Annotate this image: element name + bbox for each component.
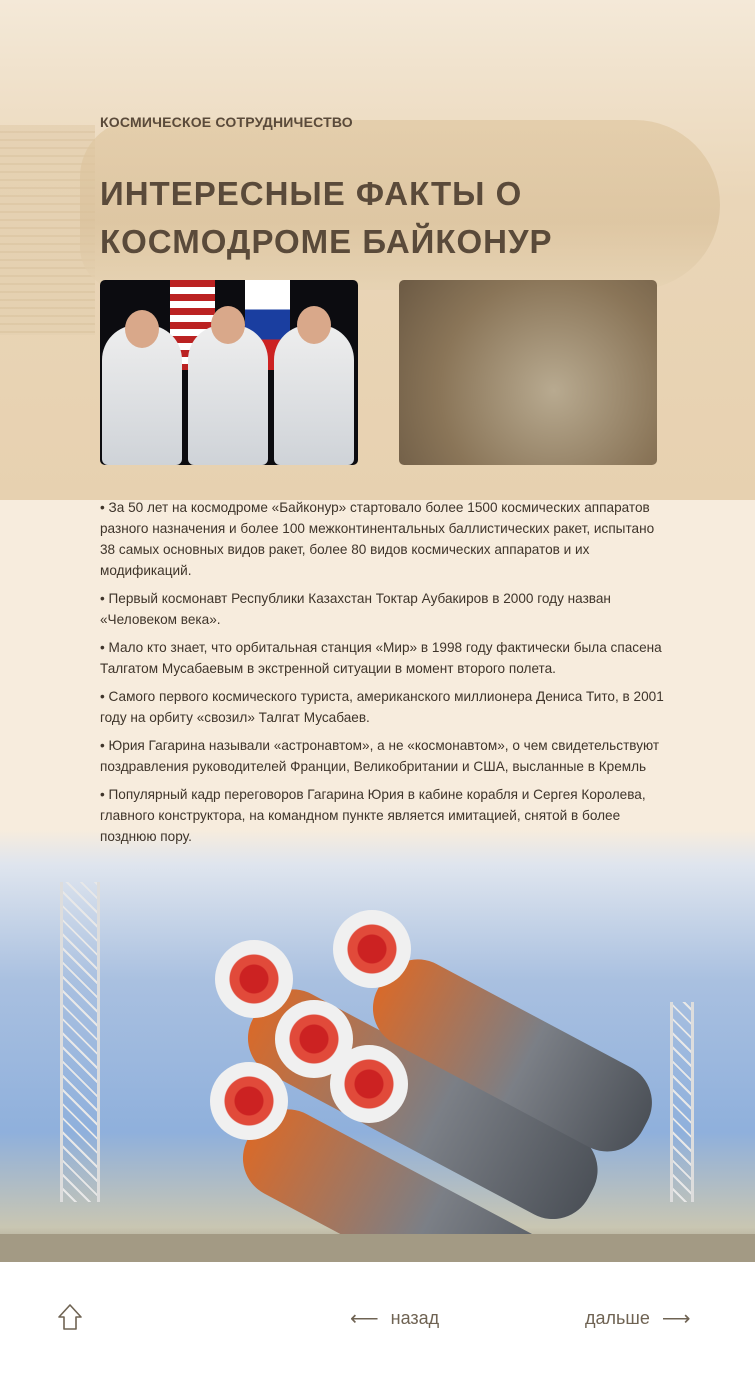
fact-item: • За 50 лет на космодроме «Байконур» стартовало более 1500 космических аппаратов разного назначения и более 100 межконтинентальных баллистических ракет, испытано 38 самых основных видов ракет, более 80 видов космических аппаратов и их модификаций. xyxy=(100,500,655,578)
section-kicker: КОСМИЧЕСКОЕ СОТРУДНИЧЕСТВО xyxy=(100,114,353,130)
back-button[interactable] xyxy=(350,1306,439,1331)
back-label: назад xyxy=(390,1308,440,1328)
title-line: ИНТЕРЕСНЫЕ ФАКТЫ О xyxy=(100,175,523,212)
arrow-right-icon: ⟶ xyxy=(661,1308,691,1330)
home-button[interactable] xyxy=(57,1303,83,1331)
cosmonaut-head xyxy=(211,306,245,344)
fact-item: • Юрия Гагарина называли «астронавтом», а не «космонавтом», о чем свидетельствуют поздравления руководителей Франции, Великобритании и США, высланные в Кремль xyxy=(100,738,660,774)
next-label: дальше xyxy=(585,1308,650,1328)
home-icon xyxy=(57,1303,83,1331)
satellite-photo xyxy=(399,280,657,465)
arrow-left-icon: ⟵ xyxy=(350,1308,379,1330)
title-line: КОСМОДРОМЕ БАЙКОНУР xyxy=(100,223,553,260)
page-title xyxy=(100,170,553,266)
rocket-nozzles xyxy=(210,1062,288,1140)
ground xyxy=(0,1234,755,1262)
cosmonaut-head xyxy=(125,310,159,348)
rocket-nozzles xyxy=(330,1045,408,1123)
fact-item: • Первый космонавт Республики Казахстан Токтар Аубакиров в 2000 году назван «Человеком века». xyxy=(100,591,611,627)
fact-item: • Популярный кадр переговоров Гагарина Юрия в кабине корабля и Сергея Королева, главного конструктора, на командном пункте является имитацией, снятой в более позднюю пору. xyxy=(100,787,646,844)
fact-item: • Самого первого космического туриста, американского миллионера Дениса Тито, в 2001 году на орбиту «свозил» Талгат Мусабаев. xyxy=(100,689,664,725)
cosmonaut xyxy=(188,325,268,465)
next-button[interactable] xyxy=(585,1306,691,1331)
fact-item: • Мало кто знает, что орбитальная станция «Мир» в 1998 году фактически была спасена Талгатом Мусабаевым в экстренной ситуации в момент второго полета. xyxy=(100,640,662,676)
tower-left xyxy=(60,882,100,1202)
cosmonauts-photo xyxy=(100,280,358,465)
facts-list xyxy=(100,497,670,854)
cosmonaut-head xyxy=(297,306,331,344)
rocket-launchpad-photo xyxy=(0,830,755,1262)
tower-right xyxy=(670,1002,694,1202)
rocket-nozzles xyxy=(215,940,293,1018)
cosmonaut xyxy=(274,325,354,465)
rocket-nozzles xyxy=(333,910,411,988)
